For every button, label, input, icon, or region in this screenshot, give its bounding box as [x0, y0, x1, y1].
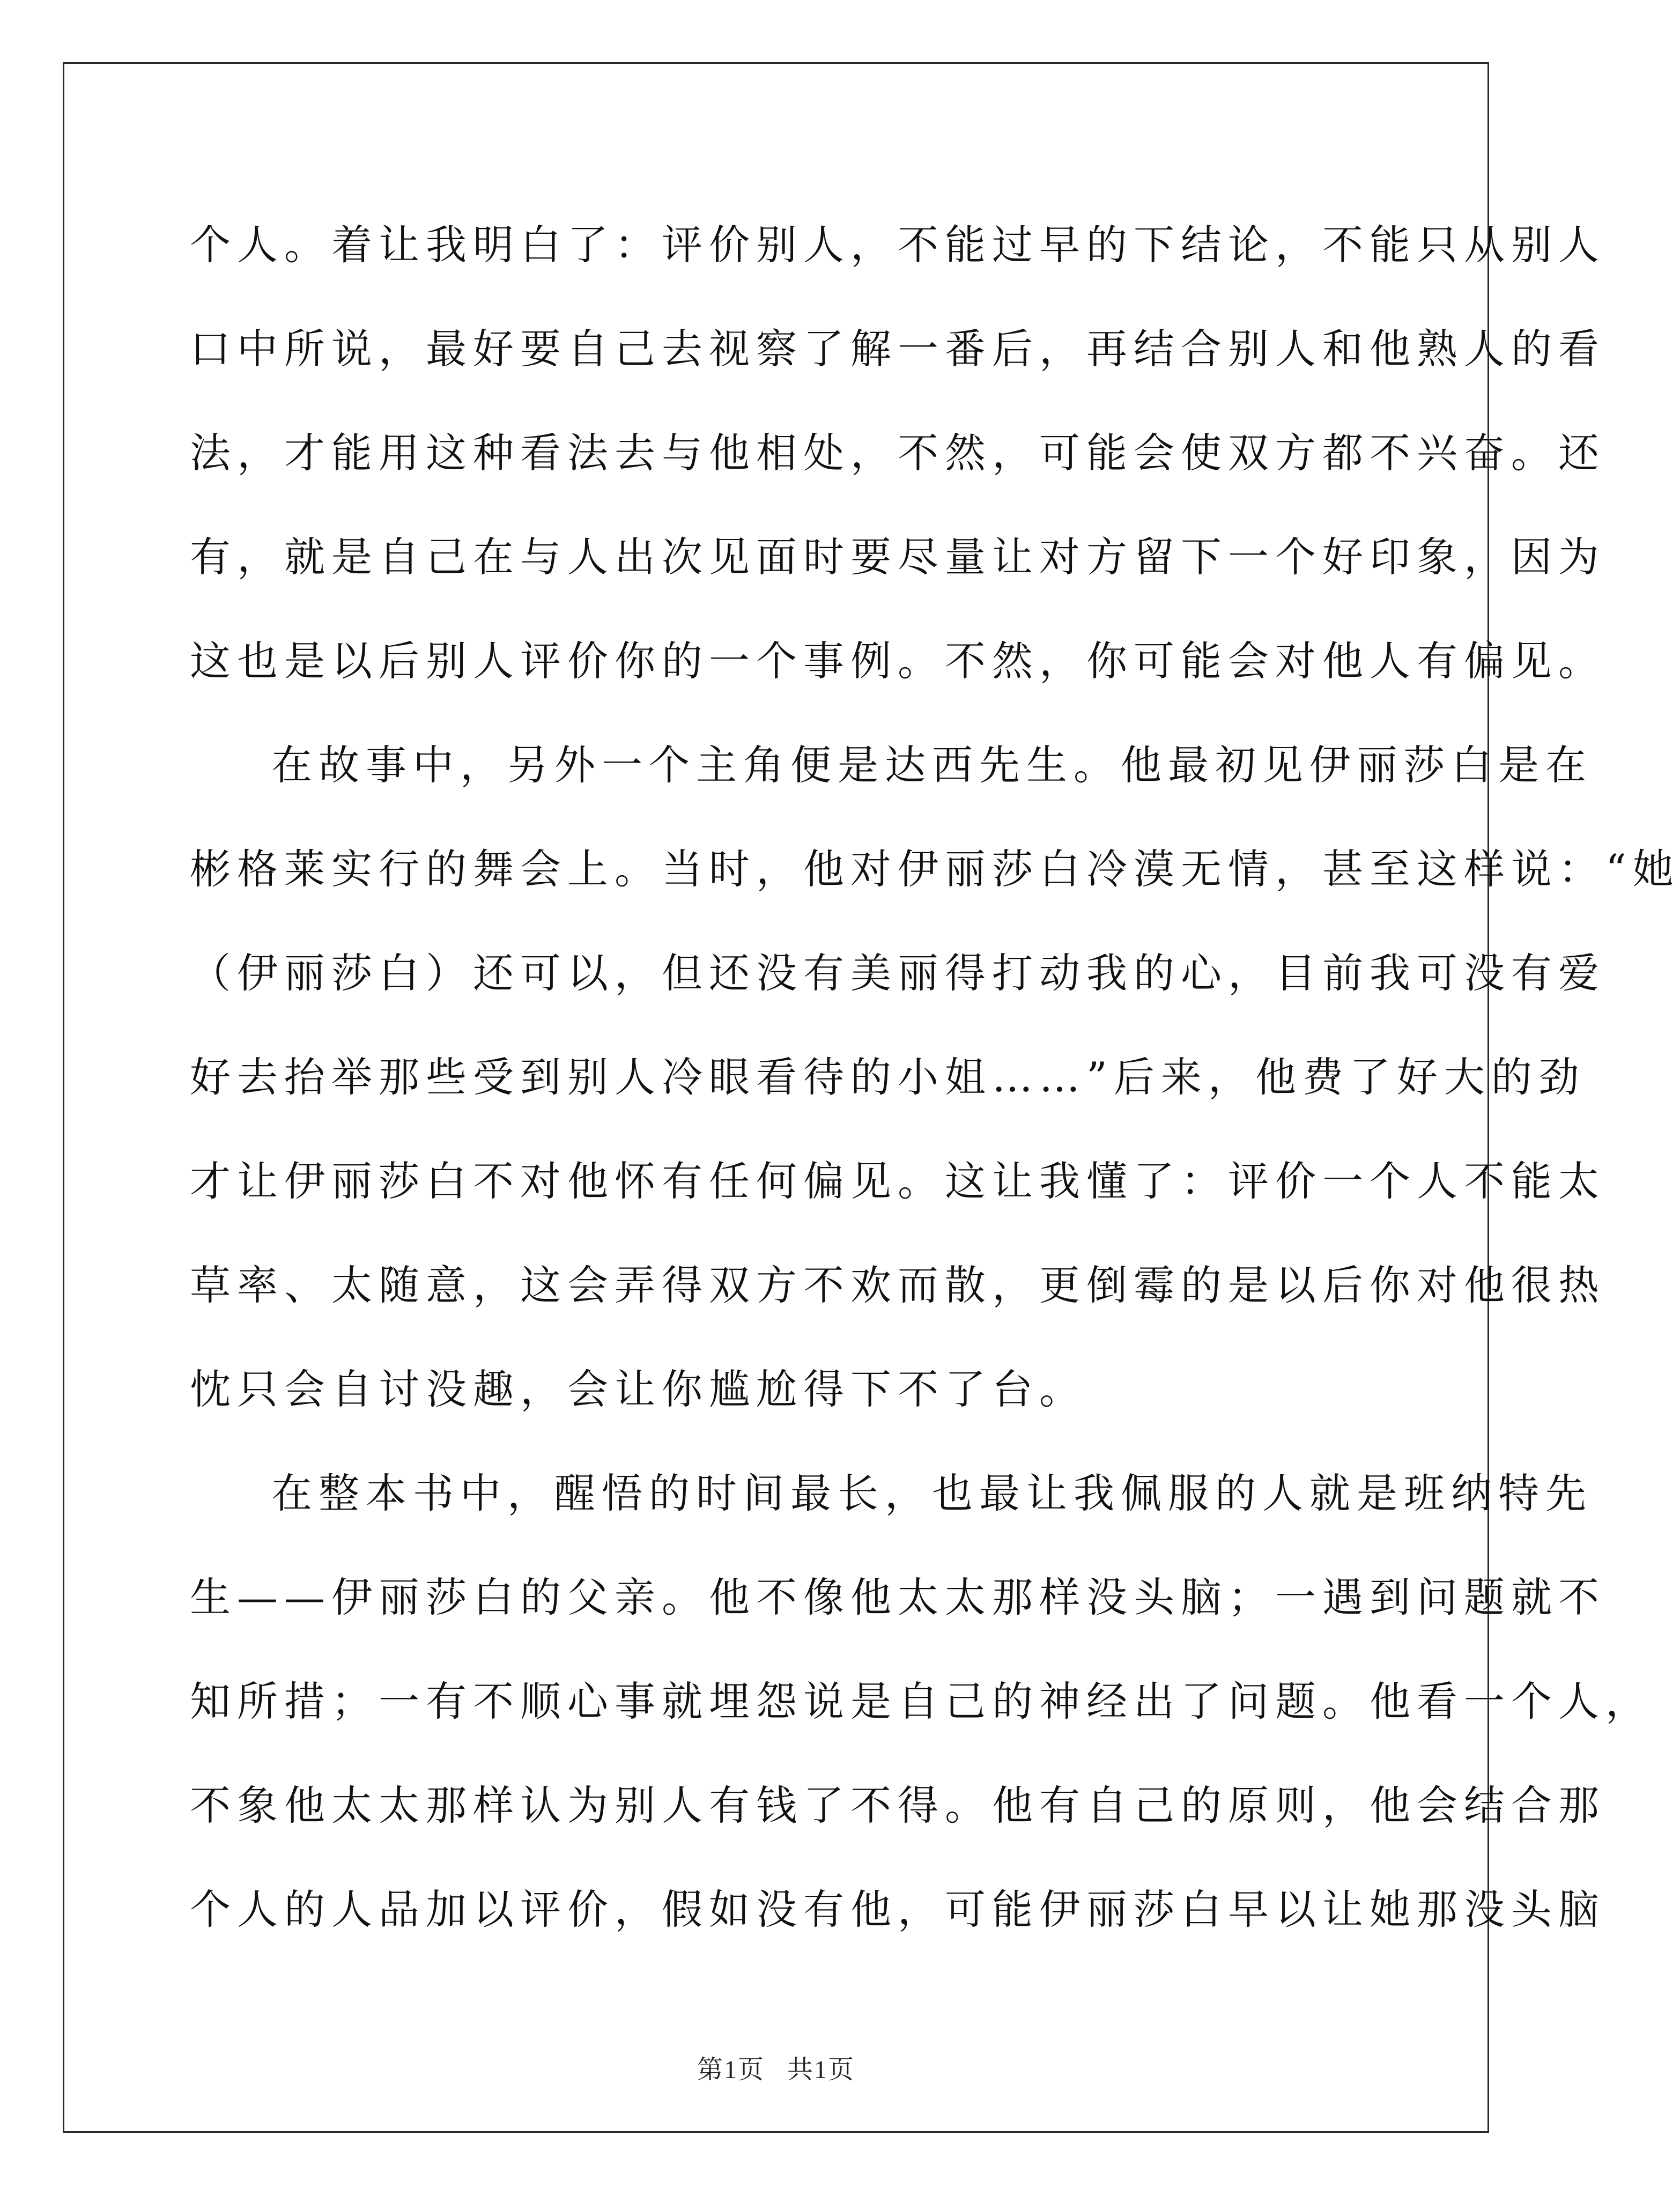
text-line: 知所措；一有不顺心事就埋怨说是自己的神经出了问题。他看一个人， [190, 1677, 1653, 1725]
text-line: 有，就是自己在与人出次见面时要尽量让对方留下一个好印象，因为 [190, 533, 1605, 581]
text-line: 好去抬举那些受到别人冷眼看待的小姐……”后来，他费了好大的劲 [190, 1053, 1586, 1101]
paragraph-1 [190, 193, 1605, 713]
page-number: 第1页 [697, 2056, 765, 2084]
text-line: 个人的人品加以评价，假如没有他，可能伊丽莎白早以让她那没头脑 [190, 1886, 1605, 1933]
document-body [190, 193, 1680, 1962]
paragraph-2 [190, 713, 1680, 1442]
text-line: 法，才能用这种看法去与他相处，不然，可能会使双方都不兴奋。还 [190, 429, 1605, 477]
text-line: 彬格莱实行的舞会上。当时，他对伊丽莎白冷漠无情，甚至这样说：“她 [190, 845, 1680, 893]
page-footer [0, 2049, 1552, 2086]
text-line: 在故事中，另外一个主角便是达西先生。他最初见伊丽莎白是在 [271, 741, 1593, 789]
text-line: 不象他太太那样认为别人有钱了不得。他有自己的原则，他会结合那 [190, 1782, 1605, 1829]
paragraph-3 [190, 1442, 1653, 1962]
text-line: 才让伊丽莎白不对他怀有任何偏见。这让我懂了：评价一个人不能太 [190, 1157, 1605, 1205]
text-line: 忱只会自讨没趣，会让你尴尬得下不了台。 [190, 1365, 1086, 1413]
text-line: 草率、太随意，这会弄得双方不欢而散，更倒霉的是以后你对他很热 [190, 1261, 1605, 1309]
text-line: 口中所说，最好要自己去视察了解一番后，再结合别人和他熟人的看 [190, 325, 1605, 373]
text-line: 这也是以后别人评价你的一个事例。不然，你可能会对他人有偏见。 [190, 637, 1605, 685]
text-line: 在整本书中，醒悟的时间最长，也最让我佩服的人就是班纳特先 [271, 1469, 1593, 1517]
page-total: 共1页 [787, 2056, 855, 2084]
text-line: （伊丽莎白）还可以，但还没有美丽得打动我的心，目前我可没有爱 [190, 949, 1605, 997]
text-line: 生——伊丽莎白的父亲。他不像他太太那样没头脑；一遇到问题就不 [190, 1573, 1605, 1621]
text-line: 个人。着让我明白了：评价别人，不能过早的下结论，不能只从别人 [190, 221, 1605, 269]
